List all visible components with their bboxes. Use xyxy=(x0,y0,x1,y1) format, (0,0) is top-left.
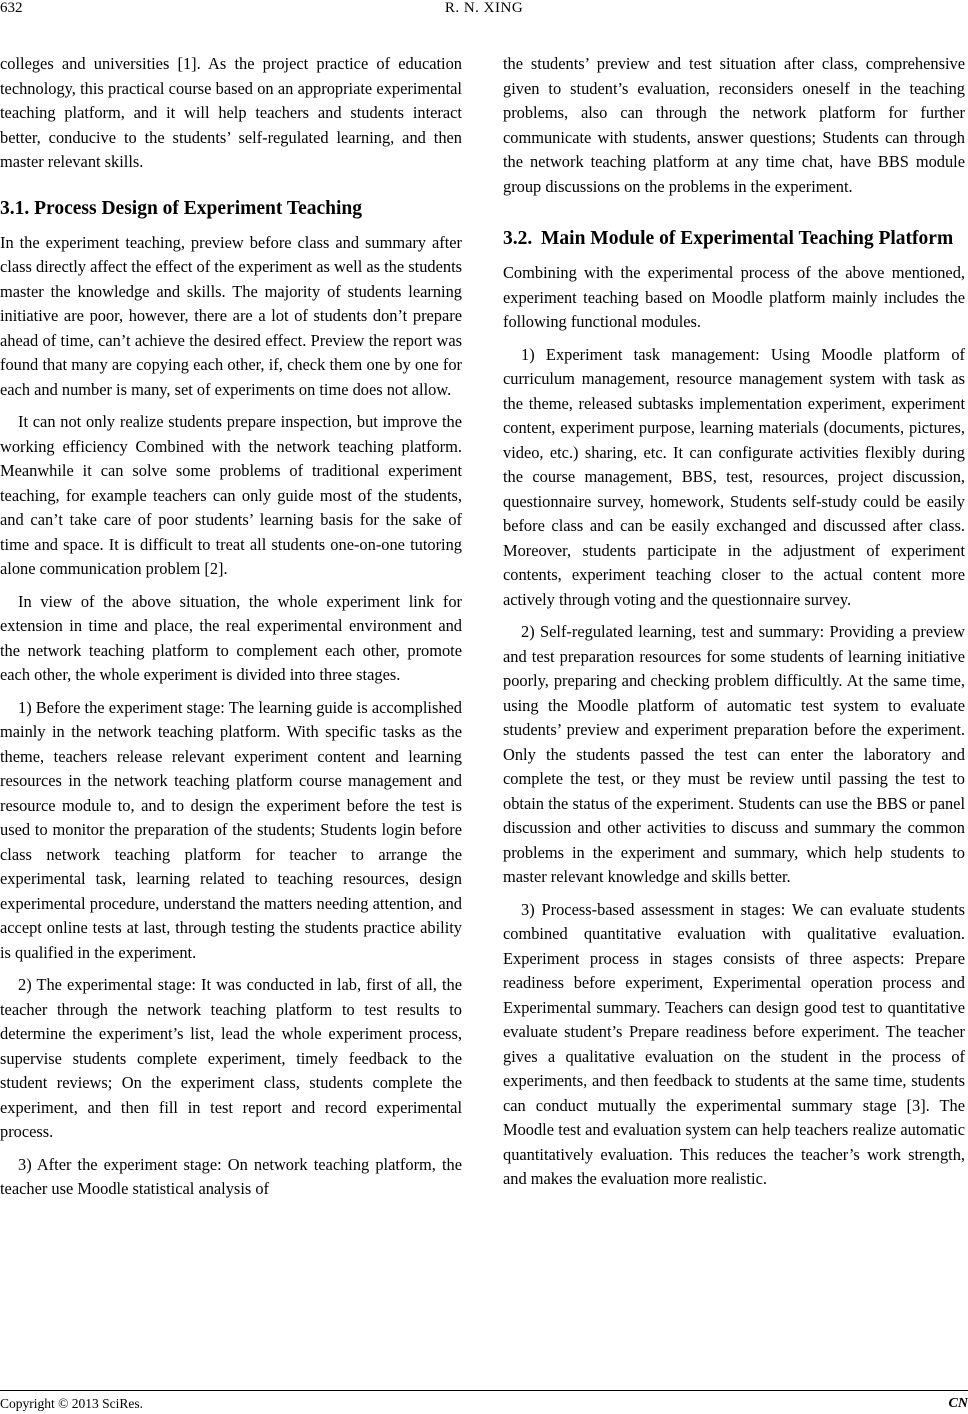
body-paragraph: colleges and universities [1]. As the project practice of education technology, this practical course based on an appropriate experimental teaching platform, and it will help teachers and students interact better, conducive to the students’ self-regulated learning, and then master relevant skills. xyxy=(0,54,462,171)
left-column xyxy=(0,52,462,1202)
body-paragraph: It can not only realize students prepare inspection, but improve the working efficiency Combined with the network teaching platform. Meanwhile it can solve some problems of traditional experiment teaching, for example teachers can only guide most of the students, and can’t take care of poor students’ learning basis for the sake of time and space. It is difficult to treat all students one-on-one tutoring alone communication problem [2]. xyxy=(0,412,462,578)
running-head: R. N. XING xyxy=(444,0,524,16)
body-paragraph: the students’ preview and test situation after class, comprehensive given to student’s evaluation, reconsiders oneself in the teaching problems, also can through the network platform for further communicate with students, answer questions; Students can through the network teaching platform at any time chat, have BBS module group discussions on the problems in the experiment. xyxy=(503,54,965,196)
section-title: Main Module of Experimental Teaching Platform xyxy=(541,228,954,249)
footer-rule xyxy=(0,1390,968,1391)
body-paragraph: 1) Before the experiment stage: The learning guide is accomplished mainly in the network teaching platform. With specific tasks as the theme, teachers release relevant experiment content and learning resources in the network teaching platform course management and resource module to, and to design the experiment before the test is used to monitor the preparation of the students; Students login before class network teaching platform for teacher to arrange the experimental task, learning related to teaching resources, design experimental procedure, understand the matters needing attention, and accept online tests at last, through testing the students practice ability is qualified in the experiment. xyxy=(0,697,462,962)
right-column xyxy=(503,52,965,1192)
body-paragraph: In view of the above situation, the whole experiment link for extension in time and place, the real experimental environment and the network teaching platform to complement each other, promote each other, the whole experiment is divided into three stages. xyxy=(0,591,462,684)
body-paragraph: Combining with the experimental process of the above mentioned, experiment teaching based on Moodle platform mainly includes the following functional modules. xyxy=(503,263,965,331)
footer-copyright: Copyright © 2013 SciRes. xyxy=(0,1396,144,1411)
body-paragraph: 2) Self-regulated learning, test and summary: Providing a preview and test preparation resources for some students of learning initiative poorly, preparing and checking problem difficultly. At the same time, using the Moodle platform of automatic test system to evaluate students’ preview and experiment preparation before the experiment. Only the students passed the test can enter the laboratory and complete the test, or they must be review until passing the test to obtain the status of the experiment. Students can use the BBS or panel discussion and other activities to discuss and summary the common problems in the experiment and summary, which help students to master relevant knowledge and skills better. xyxy=(503,622,965,886)
body-paragraph: 3) After the experiment stage: On network teaching platform, the teacher use Moodle statistical analysis of xyxy=(0,1154,462,1198)
body-paragraph: 2) The experimental stage: It was conducted in lab, first of all, the teacher through the network teaching platform to test results to determine the experiment’s list, lead the whole experiment process, supervise students complete experiment, timely feedback to the student reviews; On the experiment class, students complete the experiment, and then fill in test report and record experimental process. xyxy=(0,975,462,1141)
section-heading-3-1: 3.1. Process Design of Experiment Teaching xyxy=(0,197,363,219)
body-paragraph: 3) Process-based assessment in stages: We can evaluate students combined quantitative evaluation with qualitative evaluation. Experiment process in stages consists of three aspects: Prepare readiness before experiment, Experimental operation process and Experimental summary. Teachers can design good test to quantitative evaluate student’s Prepare readiness before experiment. The teacher gives a qualitative evaluation on the student in the process of experiments, and then feedback to students at the same time, students can conduct mutually the experimental summary stage [3]. The Moodle test and evaluation system can help teachers realize automatic quantitatively evaluation. This reduces the teacher’s work strength, and makes the evaluation more realistic. xyxy=(503,899,965,1188)
section-number: 3.2. xyxy=(503,228,533,249)
page-number: 632 xyxy=(0,0,23,16)
footer-journal: CN xyxy=(948,1396,968,1411)
section-heading-3-2 xyxy=(503,227,965,251)
body-paragraph: 1) Experiment task management: Using Moodle platform of curriculum management, resource management system with task as the theme, released subtasks implementation experiment, experiment content, experiment purpose, learning materials (documents, pictures, video, etc.) sharing, etc. It can configurate activities flexibly during the course management, BBS, test, resources, project discussion, questionnaire survey, homework, Students self-study could be easily before class and can be easily exchanged and discussed after class. Moreover, students participate in the adjustment of experiment contents, experiment teaching closer to the actual content more actively through voting and the questionnaire survey. xyxy=(503,344,965,609)
body-paragraph: In the experiment teaching, preview before class and summary after class directly affect the effect of the experiment as well as the students master the knowledge and skills. The majority of students learning initiative are poor, however, there are a lot of students don’t prepare ahead of time, can’t achieve the desired effect. Preview the report was found that many are copying each other, if, check them one by one for each and number is many, set of experiments on time does not allow. xyxy=(0,232,462,399)
